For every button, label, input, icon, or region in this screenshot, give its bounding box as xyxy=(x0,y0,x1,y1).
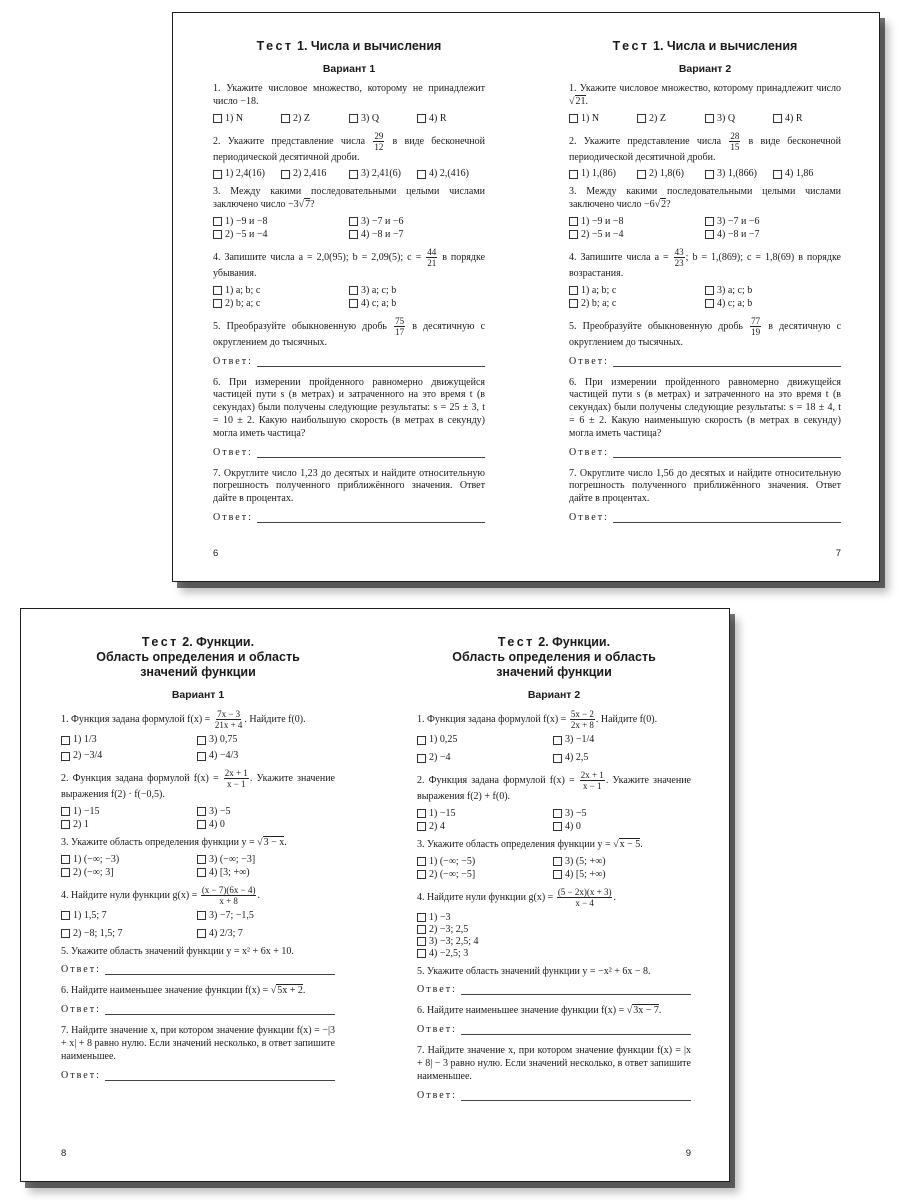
option-checkbox[interactable]: 4) 1,86 xyxy=(773,168,841,180)
checkbox-icon[interactable] xyxy=(553,870,562,879)
option-checkbox[interactable]: 4) 0 xyxy=(553,821,691,833)
checkbox-icon[interactable] xyxy=(213,230,222,239)
answer-field[interactable]: Ответ: xyxy=(61,964,335,975)
checkbox-icon[interactable] xyxy=(61,911,70,920)
option-checkbox[interactable]: 3) −7 и −6 xyxy=(349,216,485,228)
checkbox-icon[interactable] xyxy=(61,868,70,877)
answer-line[interactable] xyxy=(613,357,841,367)
question-4: 4. Найдите нули функции g(x) = $\frac{(x - 7)(6x - 4)}{x + 8}$ . xyxy=(61,884,260,906)
question-1-options xyxy=(213,113,485,125)
checkbox-icon[interactable] xyxy=(417,925,426,934)
option-checkbox[interactable]: 2) b; a; c xyxy=(569,298,705,310)
checkbox-icon[interactable] xyxy=(569,286,578,295)
checkbox-icon[interactable] xyxy=(417,736,426,745)
checkbox-icon[interactable] xyxy=(553,754,562,763)
checkbox-icon[interactable] xyxy=(705,299,714,308)
option-checkbox[interactable]: 1) 1,5; 7 xyxy=(61,910,197,922)
question-5: 5. Укажите область значений функции y = −x² + 6x − 8. xyxy=(417,965,651,977)
checkbox-icon[interactable] xyxy=(553,857,562,866)
checkbox-icon[interactable] xyxy=(569,217,578,226)
option-checkbox[interactable]: 3) 2,41(6) xyxy=(349,168,417,180)
question-4-options xyxy=(417,912,691,960)
fraction: $\frac{29}{12}$ xyxy=(374,130,384,152)
option-checkbox[interactable]: 4) R xyxy=(417,113,485,125)
checkbox-icon[interactable] xyxy=(61,807,70,816)
question-3: 3. Между какими последовательными целыми числами заключено число −3√7? xyxy=(213,186,485,211)
option-checkbox[interactable]: 3) −5 xyxy=(197,806,335,818)
option-checkbox[interactable]: 2) −8; 1,5; 7 xyxy=(61,928,197,940)
option-checkbox[interactable]: 3) −3; 2,5; 4 xyxy=(417,936,691,948)
question-1: 1. Укажите числовое множество, которому принадлежит число √21. xyxy=(569,83,841,107)
sqrt-sign: √ xyxy=(626,1005,633,1017)
option-checkbox[interactable]: 3) Q xyxy=(705,113,773,125)
question-4-options xyxy=(61,910,335,940)
option-checkbox[interactable]: 1) (−∞; −5) xyxy=(417,856,553,868)
answer-line[interactable] xyxy=(105,1071,335,1081)
checkbox-icon[interactable] xyxy=(705,286,714,295)
fraction: $\frac{(5 - 2x)(x + 3)}{x - 4}$ xyxy=(557,886,612,908)
checkbox-icon[interactable] xyxy=(569,114,578,123)
fraction: $\frac{(x - 7)(6x - 4)}{x + 8}$ xyxy=(201,884,256,906)
sqrt-sign: √ xyxy=(257,836,263,848)
question-4: 4. Найдите нули функции g(x) = $\frac{(5 - 2x)(x + 3)}{x - 4}$ . xyxy=(417,886,616,908)
test-title: Тест 2. Функции. Область определения и область значений функции xyxy=(96,635,300,679)
question-2-options xyxy=(213,168,485,180)
page-number: 7 xyxy=(835,548,841,559)
option-checkbox[interactable]: 2) 1,8(6) xyxy=(637,168,705,180)
question-2: 2. Укажите представление числа $\frac{29}{12}$ в виде бесконечной периодической десятичной дроби. xyxy=(213,130,485,163)
variant-label: Вариант 1 xyxy=(171,689,225,701)
answer-field[interactable]: Ответ: xyxy=(61,1070,335,1081)
option-checkbox[interactable]: 2) −3/4 xyxy=(61,750,197,762)
page-6 xyxy=(213,13,485,581)
checkbox-icon[interactable] xyxy=(197,855,206,864)
option-checkbox[interactable]: 3) −5 xyxy=(553,808,691,820)
question-7: 7. Найдите значение x, при котором значение функции f(x) = |x + 8| − 3 равно нулю. Если значений несколько, в ответ запишите наименьшее. xyxy=(417,1045,691,1082)
sqrt-sign: √ xyxy=(270,985,277,997)
checkbox-icon[interactable] xyxy=(213,299,222,308)
answer-line[interactable] xyxy=(461,1025,691,1035)
question-3-options xyxy=(569,216,841,241)
checkbox-icon[interactable] xyxy=(637,114,646,123)
question-2: 2. Функция задана формулой f(x) = $\frac{2x + 1}{x - 1}$ . Укажите значение выражения f(2) · f(−0,5). xyxy=(61,768,335,800)
answer-field[interactable]: Ответ: xyxy=(569,356,841,367)
fraction: $\frac{75}{17}$ xyxy=(395,315,405,337)
option-checkbox[interactable]: 3) 0,75 xyxy=(197,734,335,746)
checkbox-icon[interactable] xyxy=(281,114,290,123)
question-7: 7. Найдите значение x, при котором значение функции f(x) = −|3 + x| + 8 равно нулю. Если значений несколько, в ответ запишите наименьшее. xyxy=(61,1025,335,1062)
question-2-options xyxy=(417,808,691,833)
checkbox-icon[interactable] xyxy=(349,114,358,123)
option-checkbox[interactable]: 4) 2,5 xyxy=(553,752,691,764)
checkbox-icon[interactable] xyxy=(773,114,782,123)
answer-line[interactable] xyxy=(461,1091,691,1101)
variant-label: Вариант 2 xyxy=(527,689,581,701)
checkbox-icon[interactable] xyxy=(197,752,206,761)
variant-label: Вариант 2 xyxy=(678,63,732,75)
checkbox-icon[interactable] xyxy=(553,822,562,831)
page-8 xyxy=(61,609,335,1181)
answer-field[interactable]: Ответ: xyxy=(213,356,485,367)
answer-line[interactable] xyxy=(257,448,485,458)
option-checkbox[interactable]: 1) −15 xyxy=(417,808,553,820)
checkbox-icon[interactable] xyxy=(417,949,426,958)
answer-field[interactable]: Ответ: xyxy=(417,984,691,995)
question-1-options xyxy=(569,113,841,125)
question-6: 6. При измерении пройденного равномерно движущейся частицей пути s (в метрах) и затраченного на это время t (в секундах) были получены следующие результаты: s = 18 ± 4, t = 6 ± 2. Какую наименьшую скорость (в метрах в секунду) могла иметь частица? xyxy=(569,376,841,439)
question-3: 3. Укажите область определения функции y = √x − 5. xyxy=(417,838,643,850)
checkbox-icon[interactable] xyxy=(61,752,70,761)
option-checkbox[interactable]: 2) 4 xyxy=(417,821,553,833)
checkbox-icon[interactable] xyxy=(705,170,714,179)
checkbox-icon[interactable] xyxy=(417,870,426,879)
question-4: 4. Запишите числа a = $\frac{43}{23}$ ; b = 1,(869); c = 1,8(69) в порядке возрастания. xyxy=(569,246,841,279)
option-checkbox[interactable]: 2) Z xyxy=(637,113,705,125)
checkbox-icon[interactable] xyxy=(569,230,578,239)
question-5: 5. Преобразуйте обыкновенную дробь $\frac{77}{19}$ в десятичную с округлением до тысячных. xyxy=(569,315,842,348)
answer-field[interactable]: Ответ: xyxy=(417,1090,691,1101)
question-1: 1. Укажите числовое множество, которому не принадлежит число −18. xyxy=(213,83,485,107)
option-checkbox[interactable]: 1) (−∞; −3) xyxy=(61,854,197,866)
option-checkbox[interactable]: 1) −9 и −8 xyxy=(213,216,349,228)
option-checkbox[interactable]: 4) 2,(416) xyxy=(417,168,485,180)
option-checkbox[interactable]: 3) (−∞; −3] xyxy=(197,854,335,866)
option-checkbox[interactable]: 2) −4 xyxy=(417,752,553,764)
option-checkbox[interactable]: 1) −3 xyxy=(417,912,691,924)
checkbox-icon[interactable] xyxy=(417,937,426,946)
checkbox-icon[interactable] xyxy=(349,217,358,226)
question-7: 7. Округлите число 1,23 до десятых и найдите относительную погрешность полученного приближённого значения. Ответ дайте в процентах. xyxy=(213,467,485,505)
checkbox-icon[interactable] xyxy=(61,929,70,938)
option-checkbox[interactable]: 4) 2/3; 7 xyxy=(197,928,335,940)
sqrt-sign: √ xyxy=(298,199,305,211)
checkbox-icon[interactable] xyxy=(281,170,290,179)
checkbox-icon[interactable] xyxy=(417,913,426,922)
checkbox-icon[interactable] xyxy=(197,736,206,745)
question-1: 1. Функция задана формулой f(x) = $\frac{5x - 2}{2x + 8}$ . Найдите f(0). xyxy=(417,709,658,730)
checkbox-icon[interactable] xyxy=(417,857,426,866)
fraction: $\frac{7x - 3}{21x + 4}$ xyxy=(214,709,243,730)
checkbox-icon[interactable] xyxy=(213,217,222,226)
checkbox-icon[interactable] xyxy=(197,820,206,829)
question-1-options xyxy=(61,734,335,762)
option-checkbox[interactable]: 2) 1 xyxy=(61,819,197,831)
answer-field[interactable]: Ответ: xyxy=(213,447,485,458)
option-checkbox[interactable]: 4) c; a; b xyxy=(349,298,485,310)
option-checkbox[interactable]: 2) −5 и −4 xyxy=(569,229,705,241)
checkbox-icon[interactable] xyxy=(417,822,426,831)
option-checkbox[interactable]: 1) 2,4(16) xyxy=(213,168,281,180)
option-checkbox[interactable]: 4) c; a; b xyxy=(705,298,841,310)
page-number: 8 xyxy=(61,1148,67,1159)
question-1-options xyxy=(417,734,691,764)
answer-line[interactable] xyxy=(613,448,841,458)
question-6: 6. При измерении пройденного равномерно движущейся частицей пути s (в метрах) и затраченного на это время t (в секундах) были получены следующие результаты: s = 25 ± 3, t = 10 ± 2. Какую наибольшую скорость (в метрах в секунду) могла иметь частица? xyxy=(213,376,485,439)
option-checkbox[interactable]: 1) a; b; c xyxy=(213,285,349,297)
fraction: $\frac{5x - 2}{2x + 8}$ xyxy=(570,709,594,730)
question-3-options xyxy=(213,216,485,241)
fraction: $\frac{28}{15}$ xyxy=(730,130,740,152)
checkbox-icon[interactable] xyxy=(705,230,714,239)
answer-line[interactable] xyxy=(257,513,485,523)
option-checkbox[interactable]: 3) a; c; b xyxy=(705,285,841,297)
question-1: 1. Функция задана формулой f(x) = $\frac{7x - 3}{21x + 4}$ . Найдите f(0). xyxy=(61,709,306,730)
checkbox-icon[interactable] xyxy=(553,809,562,818)
checkbox-icon[interactable] xyxy=(61,820,70,829)
option-checkbox[interactable]: 2) Z xyxy=(281,113,349,125)
checkbox-icon[interactable] xyxy=(349,170,358,179)
fraction: $\frac{2x + 1}{x - 1}$ xyxy=(224,768,248,789)
option-checkbox[interactable]: 3) 1,(866) xyxy=(705,168,773,180)
question-6: 6. Найдите наименьшее значение функции f(x) = √3x − 7. xyxy=(417,1005,662,1017)
page-number: 9 xyxy=(685,1148,691,1159)
checkbox-icon[interactable] xyxy=(197,911,206,920)
sqrt-sign: √ xyxy=(654,199,661,211)
question-3: 3. Укажите область определения функции y = √3 − x. xyxy=(61,836,287,848)
fraction: $\frac{77}{19}$ xyxy=(751,315,761,337)
variant-label: Вариант 1 xyxy=(322,63,376,75)
option-checkbox[interactable]: 1) −9 и −8 xyxy=(569,216,705,228)
question-4-options xyxy=(569,285,841,310)
checkbox-icon[interactable] xyxy=(417,170,426,179)
test-title: Тест 2. Функции. Область определения и область значений функции xyxy=(452,635,656,679)
checkbox-icon[interactable] xyxy=(61,736,70,745)
test2-spread xyxy=(20,608,730,1182)
fraction: $\frac{43}{23}$ xyxy=(674,246,684,268)
option-checkbox[interactable]: 3) a; c; b xyxy=(349,285,485,297)
page-9 xyxy=(417,609,691,1181)
answer-field[interactable]: Ответ: xyxy=(569,447,841,458)
option-checkbox[interactable]: 1) 1,(86) xyxy=(569,168,637,180)
checkbox-icon[interactable] xyxy=(569,170,578,179)
answer-field[interactable]: Ответ: xyxy=(569,512,841,523)
test-title: Тест 1. Числа и вычисления xyxy=(612,39,798,53)
answer-field[interactable]: Ответ: xyxy=(61,1004,335,1015)
option-checkbox[interactable]: 3) −7; −1,5 xyxy=(197,910,335,922)
checkbox-icon[interactable] xyxy=(213,286,222,295)
checkbox-icon[interactable] xyxy=(213,170,222,179)
checkbox-icon[interactable] xyxy=(417,754,426,763)
option-checkbox[interactable]: 1) a; b; c xyxy=(569,285,705,297)
question-3-options xyxy=(417,856,691,881)
option-checkbox[interactable]: 4) −8 и −7 xyxy=(349,229,485,241)
test-title: Тест 1. Числа и вычисления xyxy=(256,39,442,53)
fraction: $\frac{44}{21}$ xyxy=(427,246,437,268)
checkbox-icon[interactable] xyxy=(197,807,206,816)
checkbox-icon[interactable] xyxy=(349,299,358,308)
answer-line[interactable] xyxy=(105,1005,335,1015)
checkbox-icon[interactable] xyxy=(197,929,206,938)
answer-line[interactable] xyxy=(613,513,841,523)
test1-spread xyxy=(172,12,880,582)
option-checkbox[interactable]: 4) −2,5; 3 xyxy=(417,948,691,960)
checkbox-icon[interactable] xyxy=(417,114,426,123)
option-checkbox[interactable]: 2) (−∞; 3] xyxy=(61,867,197,879)
checkbox-icon[interactable] xyxy=(197,868,206,877)
checkbox-icon[interactable] xyxy=(349,230,358,239)
answer-line[interactable] xyxy=(461,985,691,995)
question-5: 5. Укажите область значений функции y = x² + 6x + 10. xyxy=(61,945,294,957)
answer-field[interactable]: Ответ: xyxy=(417,1024,691,1035)
answer-line[interactable] xyxy=(257,357,485,367)
question-4-options xyxy=(213,285,485,310)
option-checkbox[interactable]: 4) R xyxy=(773,113,841,125)
question-2-options xyxy=(569,168,841,180)
option-checkbox[interactable]: 4) −8 и −7 xyxy=(705,229,841,241)
question-2: 2. Укажите представление числа $\frac{28}{15}$ в виде бесконечной периодической десятичной дроби. xyxy=(569,130,841,163)
checkbox-icon[interactable] xyxy=(417,809,426,818)
checkbox-icon[interactable] xyxy=(553,736,562,745)
option-checkbox[interactable]: 1) 0,25 xyxy=(417,734,553,746)
option-checkbox[interactable]: 2) (−∞; −5] xyxy=(417,869,553,881)
option-checkbox[interactable]: 4) 0 xyxy=(197,819,335,831)
option-checkbox[interactable]: 1) 1/3 xyxy=(61,734,197,746)
page-7 xyxy=(569,13,841,581)
checkbox-icon[interactable] xyxy=(61,855,70,864)
answer-line[interactable] xyxy=(105,965,335,975)
option-checkbox[interactable]: 3) (5; +∞) xyxy=(553,856,691,868)
option-checkbox[interactable]: 3) −7 и −6 xyxy=(705,216,841,228)
question-7: 7. Округлите число 1,56 до десятых и найдите относительную погрешность полученного приближённого значения. Ответ дайте в процентах. xyxy=(569,467,841,505)
question-3: 3. Между какими последовательными целыми числами заключено число −6√2? xyxy=(569,186,841,211)
checkbox-icon[interactable] xyxy=(569,299,578,308)
option-checkbox[interactable]: 3) −1/4 xyxy=(553,734,691,746)
checkbox-icon[interactable] xyxy=(705,217,714,226)
page-number: 6 xyxy=(213,548,219,559)
question-2: 2. Функция задана формулой f(x) = $\frac{2x + 1}{x - 1}$ . Укажите значение выражения f(2) + f(0). xyxy=(417,770,691,802)
checkbox-icon[interactable] xyxy=(349,286,358,295)
question-3-options xyxy=(61,854,335,879)
sqrt-sign: √ xyxy=(613,838,619,850)
checkbox-icon[interactable] xyxy=(637,170,646,179)
sqrt-sign: √ xyxy=(569,95,575,107)
checkbox-icon[interactable] xyxy=(773,170,782,179)
option-checkbox[interactable]: 1) N xyxy=(213,113,281,125)
question-2-options xyxy=(61,806,335,831)
fraction: $\frac{2x + 1}{x - 1}$ xyxy=(580,770,604,791)
option-checkbox[interactable]: 4) [5; +∞) xyxy=(553,869,691,881)
question-6: 6. Найдите наименьшее значение функции f(x) = √5x + 2. xyxy=(61,985,306,997)
checkbox-icon[interactable] xyxy=(705,114,714,123)
option-checkbox[interactable]: 1) −15 xyxy=(61,806,197,818)
option-checkbox[interactable]: 1) N xyxy=(569,113,637,125)
question-4: 4. Запишите числа a = 2,0(95); b = 2,09(5); c = $\frac{44}{21}$ в порядке убывания. xyxy=(213,246,486,279)
option-checkbox[interactable]: 2) 2,416 xyxy=(281,168,349,180)
option-checkbox[interactable]: 2) −3; 2,5 xyxy=(417,924,691,936)
question-5: 5. Преобразуйте обыкновенную дробь $\frac{75}{17}$ в десятичную с округлением до тысячных. xyxy=(213,315,486,348)
option-checkbox[interactable]: 4) −4/3 xyxy=(197,750,335,762)
checkbox-icon[interactable] xyxy=(213,114,222,123)
answer-field[interactable]: Ответ: xyxy=(213,512,485,523)
option-checkbox[interactable]: 3) Q xyxy=(349,113,417,125)
option-checkbox[interactable]: 2) −5 и −4 xyxy=(213,229,349,241)
option-checkbox[interactable]: 4) [3; +∞) xyxy=(197,867,335,879)
option-checkbox[interactable]: 2) b; a; c xyxy=(213,298,349,310)
